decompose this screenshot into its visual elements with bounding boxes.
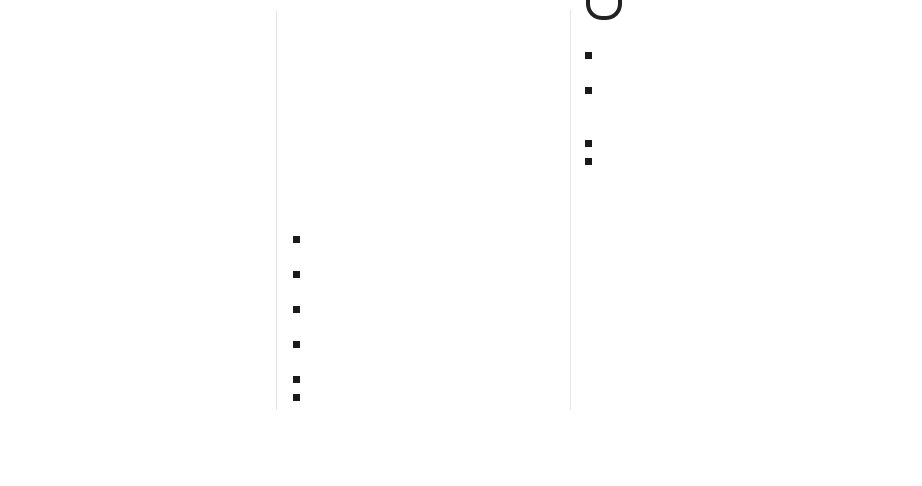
paragraph-line <box>584 12 876 30</box>
paragraph-line <box>4 135 262 153</box>
bullet-line <box>598 135 876 153</box>
paragraph-line <box>4 283 262 301</box>
paragraph-line <box>4 82 262 100</box>
paragraph-line <box>4 336 262 354</box>
section-subheading <box>292 209 558 231</box>
square-bullet-icon <box>585 158 592 165</box>
paragraph-line <box>292 188 558 206</box>
bullet-line <box>306 354 558 372</box>
bullet-line <box>598 100 876 118</box>
section-subheading <box>584 192 876 214</box>
paragraph-line <box>584 337 876 355</box>
column-divider <box>570 10 571 410</box>
paragraph-line <box>4 354 262 372</box>
square-bullet-icon <box>585 87 592 94</box>
bullet-line <box>306 319 558 337</box>
paragraph-line <box>292 30 558 48</box>
paragraph-line <box>292 135 558 153</box>
article-column-1 <box>4 0 262 486</box>
bullet-item <box>584 47 876 82</box>
paragraph-line <box>4 170 262 188</box>
paragraph-line <box>4 319 262 337</box>
paragraph-line <box>584 249 876 267</box>
paragraph-line <box>4 389 262 407</box>
paragraph-line <box>4 371 262 389</box>
square-bullet-icon <box>293 394 300 401</box>
bullet-line <box>598 118 876 136</box>
bullet-line <box>306 336 558 354</box>
paragraph-line <box>4 30 262 48</box>
bullet-line <box>598 153 876 171</box>
section-subheading <box>4 226 262 248</box>
paragraph-line <box>584 232 876 250</box>
paragraph-line <box>4 118 262 136</box>
paragraph-line <box>292 12 558 30</box>
paragraph-line <box>584 302 876 320</box>
paragraph-line <box>584 214 876 232</box>
square-bullet-icon <box>293 306 300 313</box>
bullet-line <box>306 266 558 284</box>
paragraph-line <box>4 12 262 30</box>
paragraph-line <box>4 266 262 284</box>
bullet-line <box>598 170 876 188</box>
square-bullet-icon <box>293 376 300 383</box>
square-bullet-icon <box>585 52 592 59</box>
article-column-3 <box>584 0 876 486</box>
paragraph-line <box>4 188 262 206</box>
bullet-line <box>598 82 876 100</box>
bullet-item <box>584 135 876 153</box>
square-bullet-icon <box>293 236 300 243</box>
bullet-item <box>584 82 876 135</box>
paragraph-line <box>584 320 876 338</box>
paragraph-line <box>584 267 876 285</box>
square-bullet-icon <box>293 271 300 278</box>
paragraph-line <box>4 301 262 319</box>
paragraph-line <box>584 355 876 373</box>
bullet-item <box>292 301 558 336</box>
article-column-2 <box>292 0 558 486</box>
paragraph-line <box>4 406 262 424</box>
bullet-line <box>598 65 876 83</box>
bullet-line <box>306 371 558 389</box>
bullet-line <box>306 248 558 266</box>
bullet-line <box>306 231 558 249</box>
bullet-line <box>598 47 876 65</box>
paragraph-line <box>4 47 262 65</box>
paragraph-line <box>292 47 558 65</box>
bullet-item <box>292 371 558 389</box>
paragraph-line <box>4 100 262 118</box>
paragraph-line <box>292 118 558 136</box>
bullet-item <box>292 266 558 301</box>
paragraph-line <box>584 372 876 390</box>
bullet-line <box>306 389 558 407</box>
bullet-line <box>306 283 558 301</box>
column-divider <box>276 10 277 410</box>
paragraph-line <box>292 170 558 188</box>
paragraph-line <box>292 65 558 83</box>
paragraph-line <box>4 206 262 224</box>
paragraph-line <box>292 153 558 171</box>
square-bullet-icon <box>585 140 592 147</box>
bullet-item <box>584 153 876 188</box>
bullet-item <box>292 389 558 407</box>
paragraph-line <box>584 30 876 48</box>
bullet-item <box>292 231 558 266</box>
paragraph-line <box>292 100 558 118</box>
paragraph-line <box>292 82 558 100</box>
paragraph-line <box>4 153 262 171</box>
paragraph-line <box>4 248 262 266</box>
square-bullet-icon <box>293 341 300 348</box>
paragraph-line <box>584 284 876 302</box>
paragraph-line <box>4 65 262 83</box>
bullet-line <box>306 301 558 319</box>
bullet-item <box>292 336 558 371</box>
